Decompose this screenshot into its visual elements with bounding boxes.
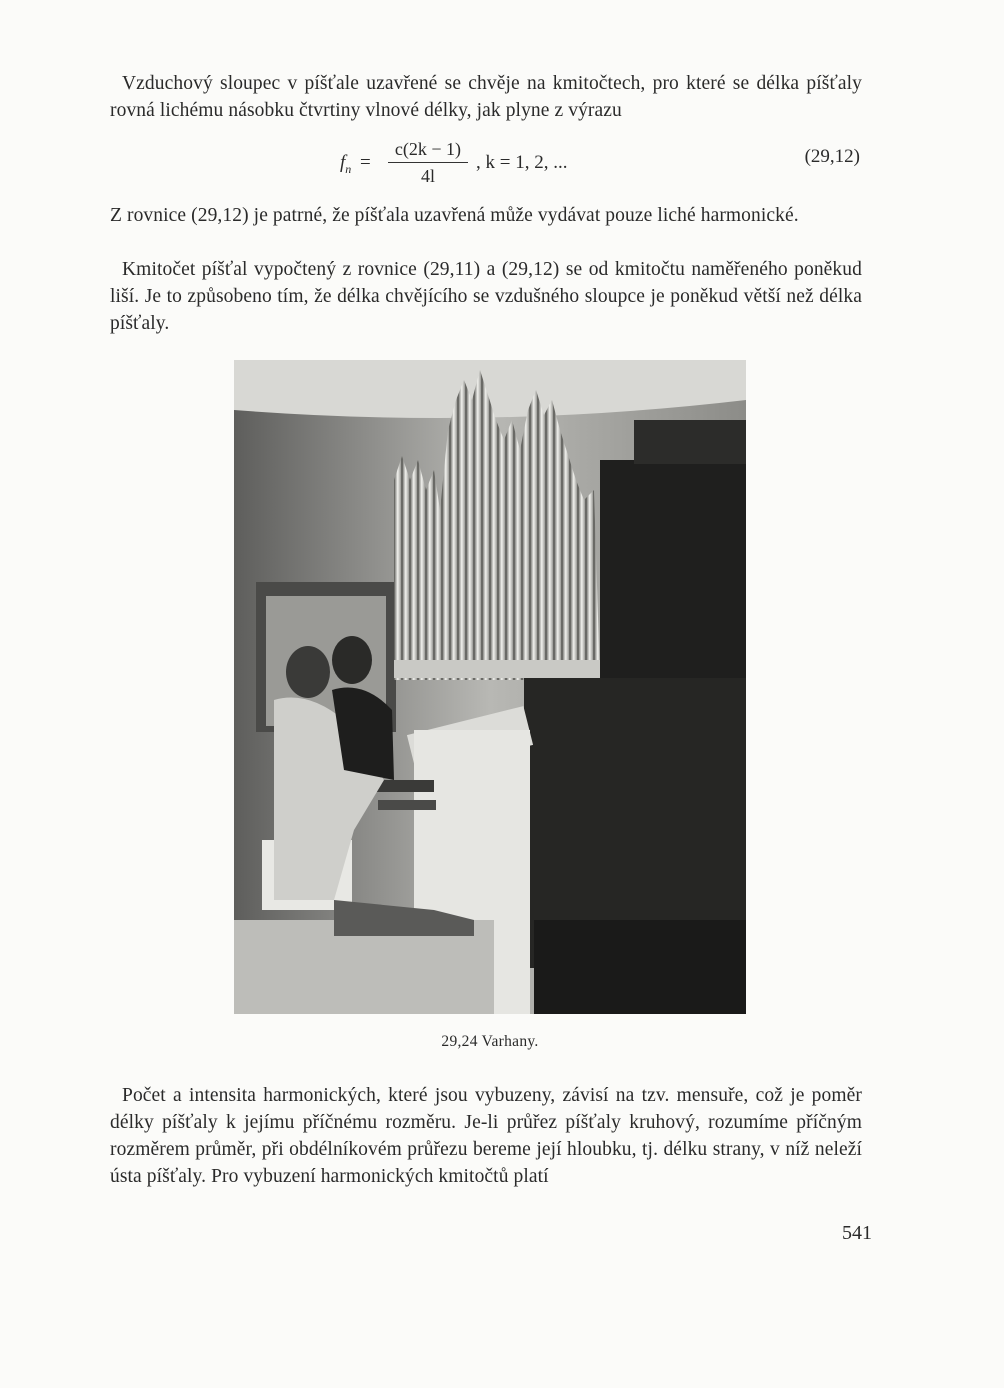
equation-lhs: $f_n$ xyxy=(340,152,352,176)
equation-condition: , k = 1, 2, ... xyxy=(476,152,568,173)
page-number: 541 xyxy=(842,1222,872,1244)
figure-caption: 29,24 Varhany. xyxy=(441,1033,539,1050)
equation-29-12 xyxy=(340,138,860,192)
paragraph-mensure xyxy=(110,1082,862,1190)
paragraph-text: Počet a intensita harmonických, které jsou vybuzeny, závisí na tzv. mensuře, což je poměr délky píšťaly k jejímu příčnému rozměru. Je-li průřez píšťaly kruhový, rozumíme příčným rozměrem průměr, při obdélníkovém průřezu bereme její hloubku, tj. délku strany, v níž neleží ústa píšťaly. Pro vybuzení harmonických kmitočtů platí xyxy=(110,1085,862,1187)
fraction-denominator: 4l xyxy=(420,166,435,186)
paragraph-closed-pipe xyxy=(110,70,862,124)
equation-equals: = xyxy=(360,152,371,173)
organ-illustration xyxy=(234,360,746,1014)
paragraph-text: Kmitočet píšťal vypočtený z rovnice (29,11) a (29,12) se od kmitočtu naměřeného poněkud liší. Je to způsobeno tím, že délka chvějícího se vzdušného sloupce je poněkud větší než délka píšťaly. xyxy=(110,259,862,334)
fraction-numerator: c(2k − 1) xyxy=(394,139,462,159)
equation-number: (29,12) xyxy=(804,146,860,167)
paragraph-text: Vzduchový sloupec v píšťale uzavřené se chvěje na kmitočtech, pro které se délka píšťaly rovná lichému násobku čtvrtiny vlnové délky, jak plyne z výrazu xyxy=(110,73,862,121)
paragraph-odd-harmonics xyxy=(110,202,862,229)
equation-fraction xyxy=(388,138,468,187)
paragraph-text: Z rovnice (29,12) je patrné, že píšťala uzavřená může vydávat pouze liché harmonické. xyxy=(110,205,799,226)
paragraph-frequency-difference xyxy=(110,256,862,337)
organ-photo xyxy=(234,360,746,1014)
fraction-bar xyxy=(388,162,468,163)
